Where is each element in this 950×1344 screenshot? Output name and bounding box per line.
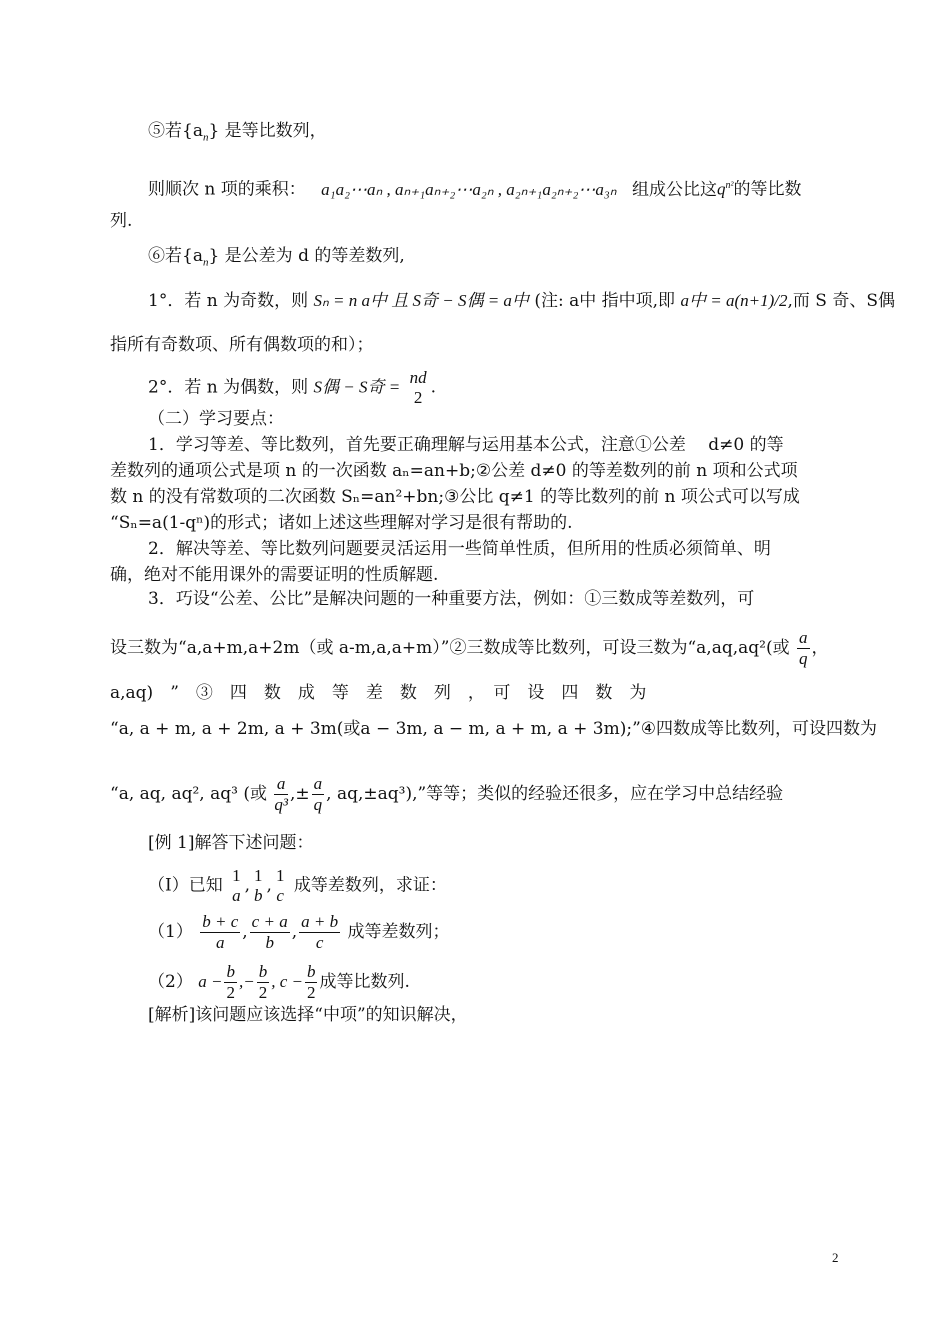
fraction-nd-over-2: nd 2: [409, 368, 427, 407]
point-1-line-2: 差数列的通项公式是项 n 的一次函数 aₙ=an+b;②公差 d≠0 的等差数列的前 n 项和公式项: [110, 461, 798, 481]
point-3-line-3: a,aq) ” ③ 四 数 成 等 差 数 列 ， 可 设 四 数 为: [110, 683, 647, 703]
fraction-1-over-a: 1 a: [232, 866, 241, 905]
fraction-a-plus-b-over-c: $\frac{a + b}{c}$: [301, 912, 339, 952]
point-2-line-2: 确，绝对不能用课外的需要证明的性质解题.: [110, 565, 439, 585]
fraction-b-over-2-b: $\frac{b}{2}$: [258, 962, 268, 1002]
item-5-heading: ⑤若$\{a_n\}$ 是等比数列，: [148, 121, 327, 144]
point-3-line-2: 设三数为“a,a+m,a+2m（或 a-m,a,a+m）”②三数成等比数列，可设三数为“a,aq,aq²(或 $\frac{a}{q}$ ，: [110, 628, 829, 668]
fraction-1-over-c: 1 c: [275, 866, 285, 905]
example-1-part-2: （2） a − $\frac{b}{2}$ ,− $\frac{b}{2}$ , c − $\frac{b}{2}$ 成等比数列.: [148, 962, 410, 1002]
fraction-a-over-q-2: $\frac{a}{q}$: [313, 774, 323, 814]
fraction-a-over-q: $\frac{a}{q}$: [799, 628, 808, 668]
case-1-line: 1°．若 n 为奇数，则 Sₙ = n a中 且 S奇 − S偶 = a中 (注: a中 指中项,即 a中 = a(n+1)/2,而 S 奇、S偶: [148, 291, 895, 311]
example-1-part-i: （Ⅰ）已知 1 a , 1 b , 1 c 成等差数列，求证：: [148, 866, 447, 905]
fraction-1-over-b: 1 b: [254, 866, 263, 905]
point-1-line-4: “Sₙ=a(1-qⁿ)的形式；诸如上述这些理解对学习是很有帮助的.: [110, 513, 573, 533]
point-3-line-5: “a, aq, aq², aq³ (或 $\frac{a}{\text{q³}}$ ,± $\frac{a}{q}$ , aq,±aq³),”等等；类似的经验还很多，应在学习中总结经验: [110, 774, 784, 814]
item-5-line: 则顺次 n 项的乘积： a₁a₂⋯aₙ , aₙ₊₁aₙ₊₂⋯a₂ₙ , a₂ₙ₊₁a₂ₙ₊₂⋯a₃ₙ 组成公比这$q^{n^2}$的等比数: [148, 179, 802, 200]
point-2-line-1: 2．解决等差、等比数列问题要灵活运用一些简单性质，但所用的性质必须简单、明: [148, 539, 771, 559]
example-1-part-1: （1） $\frac{b + c}{a}$ , $\frac{c + a}{b}$ , $\frac{a + b}{c}$ 成等差数列；: [148, 912, 450, 952]
page-number: 2: [832, 1250, 839, 1265]
point-1-line-1: 1．学习等差、等比数列，首先要正确理解与运用基本公式，注意①公差 d≠0 的等: [148, 435, 784, 455]
fraction-b-plus-c-over-a: $\frac{b + c}{a}$: [202, 912, 239, 952]
point-3-line-4: “a, a + m, a + 2m, a + 3m(或a − 3m, a − m, a + m, a + 3m);”④四数成等比数列，可设四数为: [110, 719, 878, 739]
point-1-line-3: 数 n 的没有常数项的二次函数 Sₙ=an²+bn;③公比 q≠1 的等比数列的前 n 项公式可以写成: [110, 487, 800, 507]
case-2-line: 2°．若 n 为偶数，则 S偶 − S奇 = nd 2 .: [148, 368, 436, 407]
item-6-heading: ⑥若$\{a_n\}$ 是公差为 d 的等差数列,: [148, 246, 405, 269]
fraction-c-plus-a-over-b: $\frac{c + a}{b}$: [251, 912, 288, 952]
case-1-wrap: 指所有奇数项、所有偶数项的和）；: [110, 335, 374, 355]
analysis-line: [解析]该问题应该选择“中项”的知识解决，: [148, 1005, 468, 1025]
section-title: （二）学习要点：: [148, 409, 284, 429]
item-5-wrap: 列.: [110, 211, 133, 231]
fraction-b-over-2-c: $\frac{b}{2}$: [306, 962, 316, 1002]
point-3-line-1: 3．巧设“公差、公比”是解决问题的一种重要方法，例如：①三数成等差数列，可: [148, 589, 755, 609]
fraction-a-over-q-cubed: $\frac{a}{\text{q³}}$: [274, 774, 288, 814]
example-1-title: [例 1]解答下述问题：: [148, 833, 314, 853]
fraction-b-over-2-a: $\frac{b}{2}$: [226, 962, 235, 1002]
